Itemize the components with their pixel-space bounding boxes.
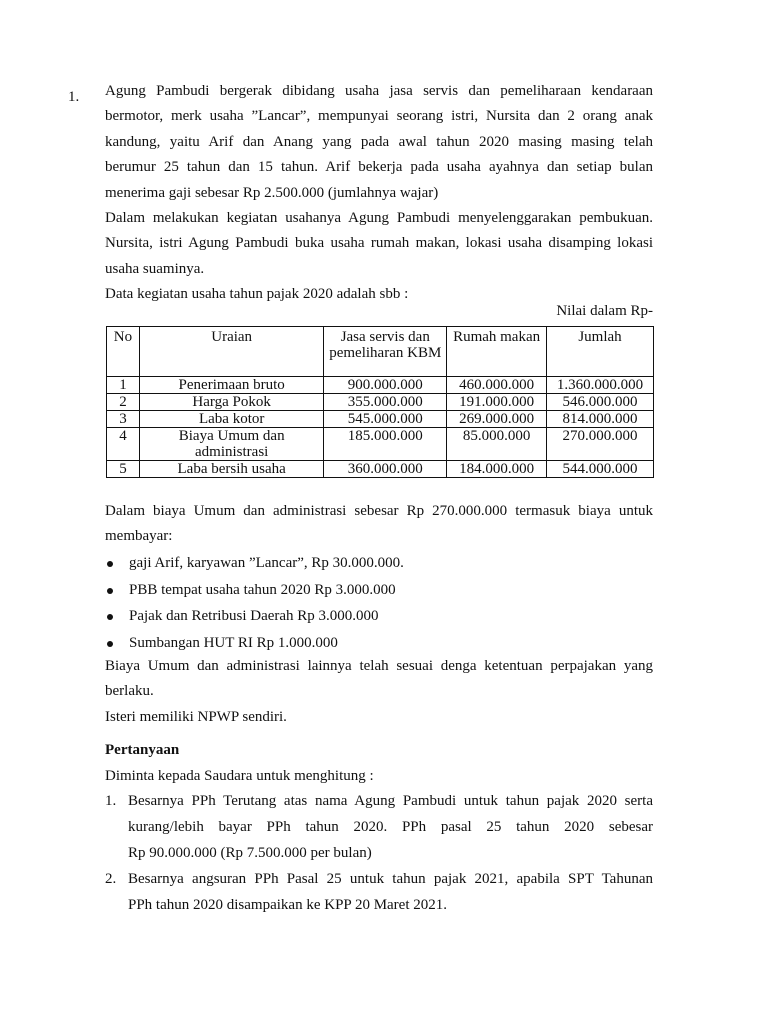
intro-line: kandung, yaitu Arif dan Anang yang pada awal tahun 2020 masing masing telah [105, 133, 653, 150]
intro-line: menerima gaji sebesar Rp 2.500.000 (jumlahnya wajar) [105, 184, 439, 201]
question-item [105, 788, 653, 866]
cell-rumah-makan: 460.000.000 [447, 377, 547, 394]
table-row [107, 428, 654, 461]
bullet-icon [107, 641, 113, 647]
question-line: kurang/lebih bayar PPh tahun 2020. PPh pasal 25 tahun 2020 sebesar [128, 819, 653, 835]
cost-intro [105, 499, 653, 550]
cell-jumlah: 1.360.000.000 [547, 377, 654, 394]
intro-line: berumur 25 tahun dan 15 tahun. Arif bekerja pada usaha ayahnya dan setiap bulan [105, 159, 653, 176]
intro-line: Nursita, istri Agung Pambudi buka usaha rumah makan, lokasi usaha disamping lokasi [105, 235, 653, 252]
cell-jasa-servis: 900.000.000 [324, 377, 447, 394]
question-line: Besarnya PPh Terutang atas nama Agung Pambudi untuk tahun pajak 2020 serta [128, 793, 653, 809]
questions-intro: Diminta kepada Saudara untuk menghitung : [105, 768, 374, 784]
intro-line: usaha suaminya. [105, 260, 205, 277]
questions-heading: Pertanyaan [105, 742, 180, 758]
header-jasa-servis: Jasa servis dan pemeliharan KBM [324, 327, 447, 377]
cell-rumah-makan: 85.000.000 [447, 428, 547, 461]
header-jumlah: Jumlah [547, 327, 654, 377]
question-number: 1. [105, 793, 117, 809]
cell-jasa-servis: 185.000.000 [324, 428, 447, 461]
cell-uraian: Harga Pokok [139, 394, 323, 411]
intro-line: Agung Pambudi bergerak dibidang usaha jasa servis dan pemeliharaan kendaraan [105, 83, 653, 99]
cell-jasa-servis: 360.000.000 [324, 461, 447, 478]
after-bullets-text [105, 654, 653, 730]
table-row [107, 394, 654, 411]
cell-rumah-makan: 191.000.000 [447, 394, 547, 411]
bullet-text: Pajak dan Retribusi Daerah Rp 3.000.000 [129, 608, 379, 624]
list-item [105, 577, 653, 604]
table-row [107, 377, 654, 394]
cost-bullet-list [105, 550, 653, 656]
bullet-icon [107, 561, 113, 567]
cell-rumah-makan: 269.000.000 [447, 411, 547, 428]
question-number: 2. [105, 871, 117, 887]
cell-jasa-servis: 355.000.000 [324, 394, 447, 411]
list-item [105, 550, 653, 577]
business-data-table [106, 326, 654, 478]
cell-no: 2 [107, 394, 140, 411]
cell-uraian: Laba bersih usaha [139, 461, 323, 478]
question-item [105, 866, 653, 918]
bullet-text: PBB tempat usaha tahun 2020 Rp 3.000.000 [129, 581, 396, 598]
list-item [105, 603, 653, 630]
cell-uraian: Penerimaan bruto [139, 377, 323, 394]
problem-intro [105, 79, 653, 308]
header-no: No [107, 327, 140, 377]
cell-no: 3 [107, 411, 140, 428]
cell-jumlah: 270.000.000 [547, 428, 654, 461]
table-row [107, 461, 654, 478]
cost-intro-line: membayar: [105, 528, 173, 545]
header-uraian: Uraian [139, 327, 323, 377]
after-bullets-line: berlaku. [105, 683, 154, 700]
question-line: Besarnya angsuran PPh Pasal 25 untuk tahun pajak 2021, apabila SPT Tahunan [128, 871, 653, 887]
cell-uraian: Laba kotor [139, 411, 323, 428]
cell-no: 1 [107, 377, 140, 394]
cell-jumlah: 814.000.000 [547, 411, 654, 428]
table-unit-note: Nilai dalam Rp- [556, 303, 653, 319]
cell-uraian: Biaya Umum dan administrasi [139, 428, 323, 461]
list-item [105, 630, 653, 657]
question-line: Rp 90.000.000 (Rp 7.500.000 per bulan) [128, 845, 372, 861]
table-header-row [107, 327, 654, 377]
cell-no: 5 [107, 461, 140, 478]
after-bullets-line: Isteri memiliki NPWP sendiri. [105, 708, 287, 725]
bullet-text: gaji Arif, karyawan ”Lancar”, Rp 30.000.000. [129, 555, 404, 571]
after-bullets-line: Biaya Umum dan administrasi lainnya telah sesuai denga ketentuan perpajakan yang [105, 658, 653, 674]
table-row [107, 411, 654, 428]
cost-intro-line: Dalam biaya Umum dan administrasi sebesar Rp 270.000.000 termasuk biaya untuk [105, 503, 653, 519]
cell-jasa-servis: 545.000.000 [324, 411, 447, 428]
bullet-icon [107, 614, 113, 620]
questions-list [105, 788, 653, 918]
cell-jumlah: 546.000.000 [547, 394, 654, 411]
header-rumah-makan: Rumah makan [447, 327, 547, 377]
cell-jumlah: 544.000.000 [547, 461, 654, 478]
bullet-text: Sumbangan HUT RI Rp 1.000.000 [129, 634, 338, 651]
question-line: PPh tahun 2020 disampaikan ke KPP 20 Maret 2021. [128, 897, 448, 913]
problem-number: 1. [68, 89, 80, 105]
cell-rumah-makan: 184.000.000 [447, 461, 547, 478]
intro-line: Data kegiatan usaha tahun pajak 2020 adalah sbb : [105, 286, 409, 303]
cell-no: 4 [107, 428, 140, 461]
bullet-icon [107, 588, 113, 594]
intro-line: bermotor, merk usaha ”Lancar”, mempunyai seorang istri, Nursita dan 2 orang anak [105, 108, 653, 125]
intro-line: Dalam melakukan kegiatan usahanya Agung Pambudi menyelenggarakan pembukuan. [105, 209, 653, 226]
